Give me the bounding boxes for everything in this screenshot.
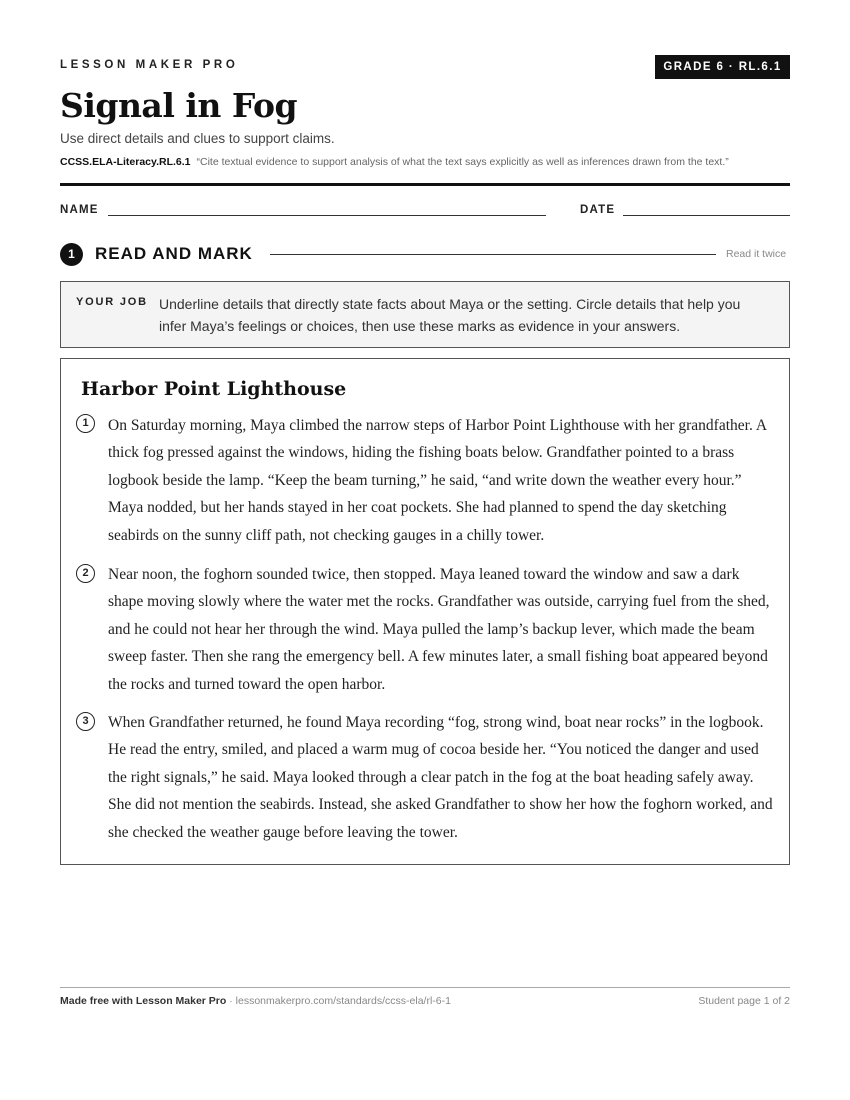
footer-url[interactable]: · lessonmakerpro.com/standards/ccss-ela/rl-6-1 bbox=[229, 995, 451, 1007]
brand-name: LESSON MAKER PRO bbox=[60, 59, 239, 71]
paragraph-number-3: 3 bbox=[76, 712, 95, 731]
paragraph-number-2: 2 bbox=[76, 564, 95, 583]
name-label: NAME bbox=[60, 204, 99, 216]
section-hint: Read it twice bbox=[726, 248, 787, 260]
reading-passage bbox=[60, 358, 790, 865]
date-field[interactable] bbox=[623, 215, 790, 216]
instructions-box bbox=[60, 281, 790, 348]
footer-credit bbox=[60, 995, 451, 1007]
section-divider bbox=[270, 254, 716, 255]
page-title: Signal in Fog bbox=[60, 86, 298, 125]
name-field[interactable] bbox=[108, 215, 546, 216]
standard-line bbox=[60, 156, 729, 168]
page-subtitle: Use direct details and clues to support claims. bbox=[60, 131, 335, 146]
paragraph-number-1: 1 bbox=[76, 414, 95, 433]
paragraph-2: Near noon, the foghorn sounded twice, then stopped. Maya leaned toward the window and saw a dark shape moving slowly where the water met the rocks. Grandfather was outside, carrying fuel from the shed, and he could not hear her through the wind. Maya pulled the lamp’s backup lever, which made the beam sweep faster. Then she rang the emergency bell. A few minutes later, a small fishing boat appeared beyond the rocks and turned toward the open harbor. bbox=[108, 566, 770, 693]
instructions-text: Underline details that directly state facts about Maya or the setting. Circle details that help you infer Maya’s feelings or choices, then use these marks as evidence in your answers. bbox=[159, 296, 741, 334]
standard-text: “Cite textual evidence to support analysis of what the text says explicitly as well as inferences drawn from the text.” bbox=[196, 156, 729, 168]
section-title: READ AND MARK bbox=[95, 244, 253, 263]
passage-title: Harbor Point Lighthouse bbox=[81, 378, 347, 400]
grade-badge: GRADE 6 · RL.6.1 bbox=[655, 55, 790, 79]
step-number-badge: 1 bbox=[60, 243, 83, 266]
footer-divider bbox=[60, 987, 790, 988]
standard-code: CCSS.ELA-Literacy.RL.6.1 bbox=[60, 156, 191, 168]
instructions-label: YOUR JOB bbox=[76, 296, 148, 308]
date-label: DATE bbox=[580, 204, 616, 216]
header-divider bbox=[60, 183, 790, 186]
footer-page-number: Student page 1 of 2 bbox=[698, 995, 790, 1007]
paragraph-3: When Grandfather returned, he found Maya recording “fog, strong wind, boat near rocks” in the logbook. He read the entry, smiled, and placed a warm mug of cocoa beside her. “You noticed the danger and used the right signals,” he said. Maya looked through a clear patch in the fog at the boat heading safely away. She did not mention the seabirds. Instead, she asked Grandfather to show her how the foghorn worked, and she checked the weather gauge before leaving the tower. bbox=[108, 714, 773, 841]
paragraph-1: On Saturday morning, Maya climbed the narrow steps of Harbor Point Lighthouse with her grandfather. A thick fog pressed against the windows, hiding the fishing boats below. Grandfather pointed to a brass logbook beside the lamp. “Keep the beam turning,” he said, “and write down the weather every hour.” Maya nodded, but her hands stayed in her coat pockets. She had planned to spend the day sketching seabirds on the sunny cliff path, not checking gauges in a chilly tower. bbox=[108, 417, 767, 544]
footer-made-with: Made free with Lesson Maker Pro bbox=[60, 995, 227, 1007]
